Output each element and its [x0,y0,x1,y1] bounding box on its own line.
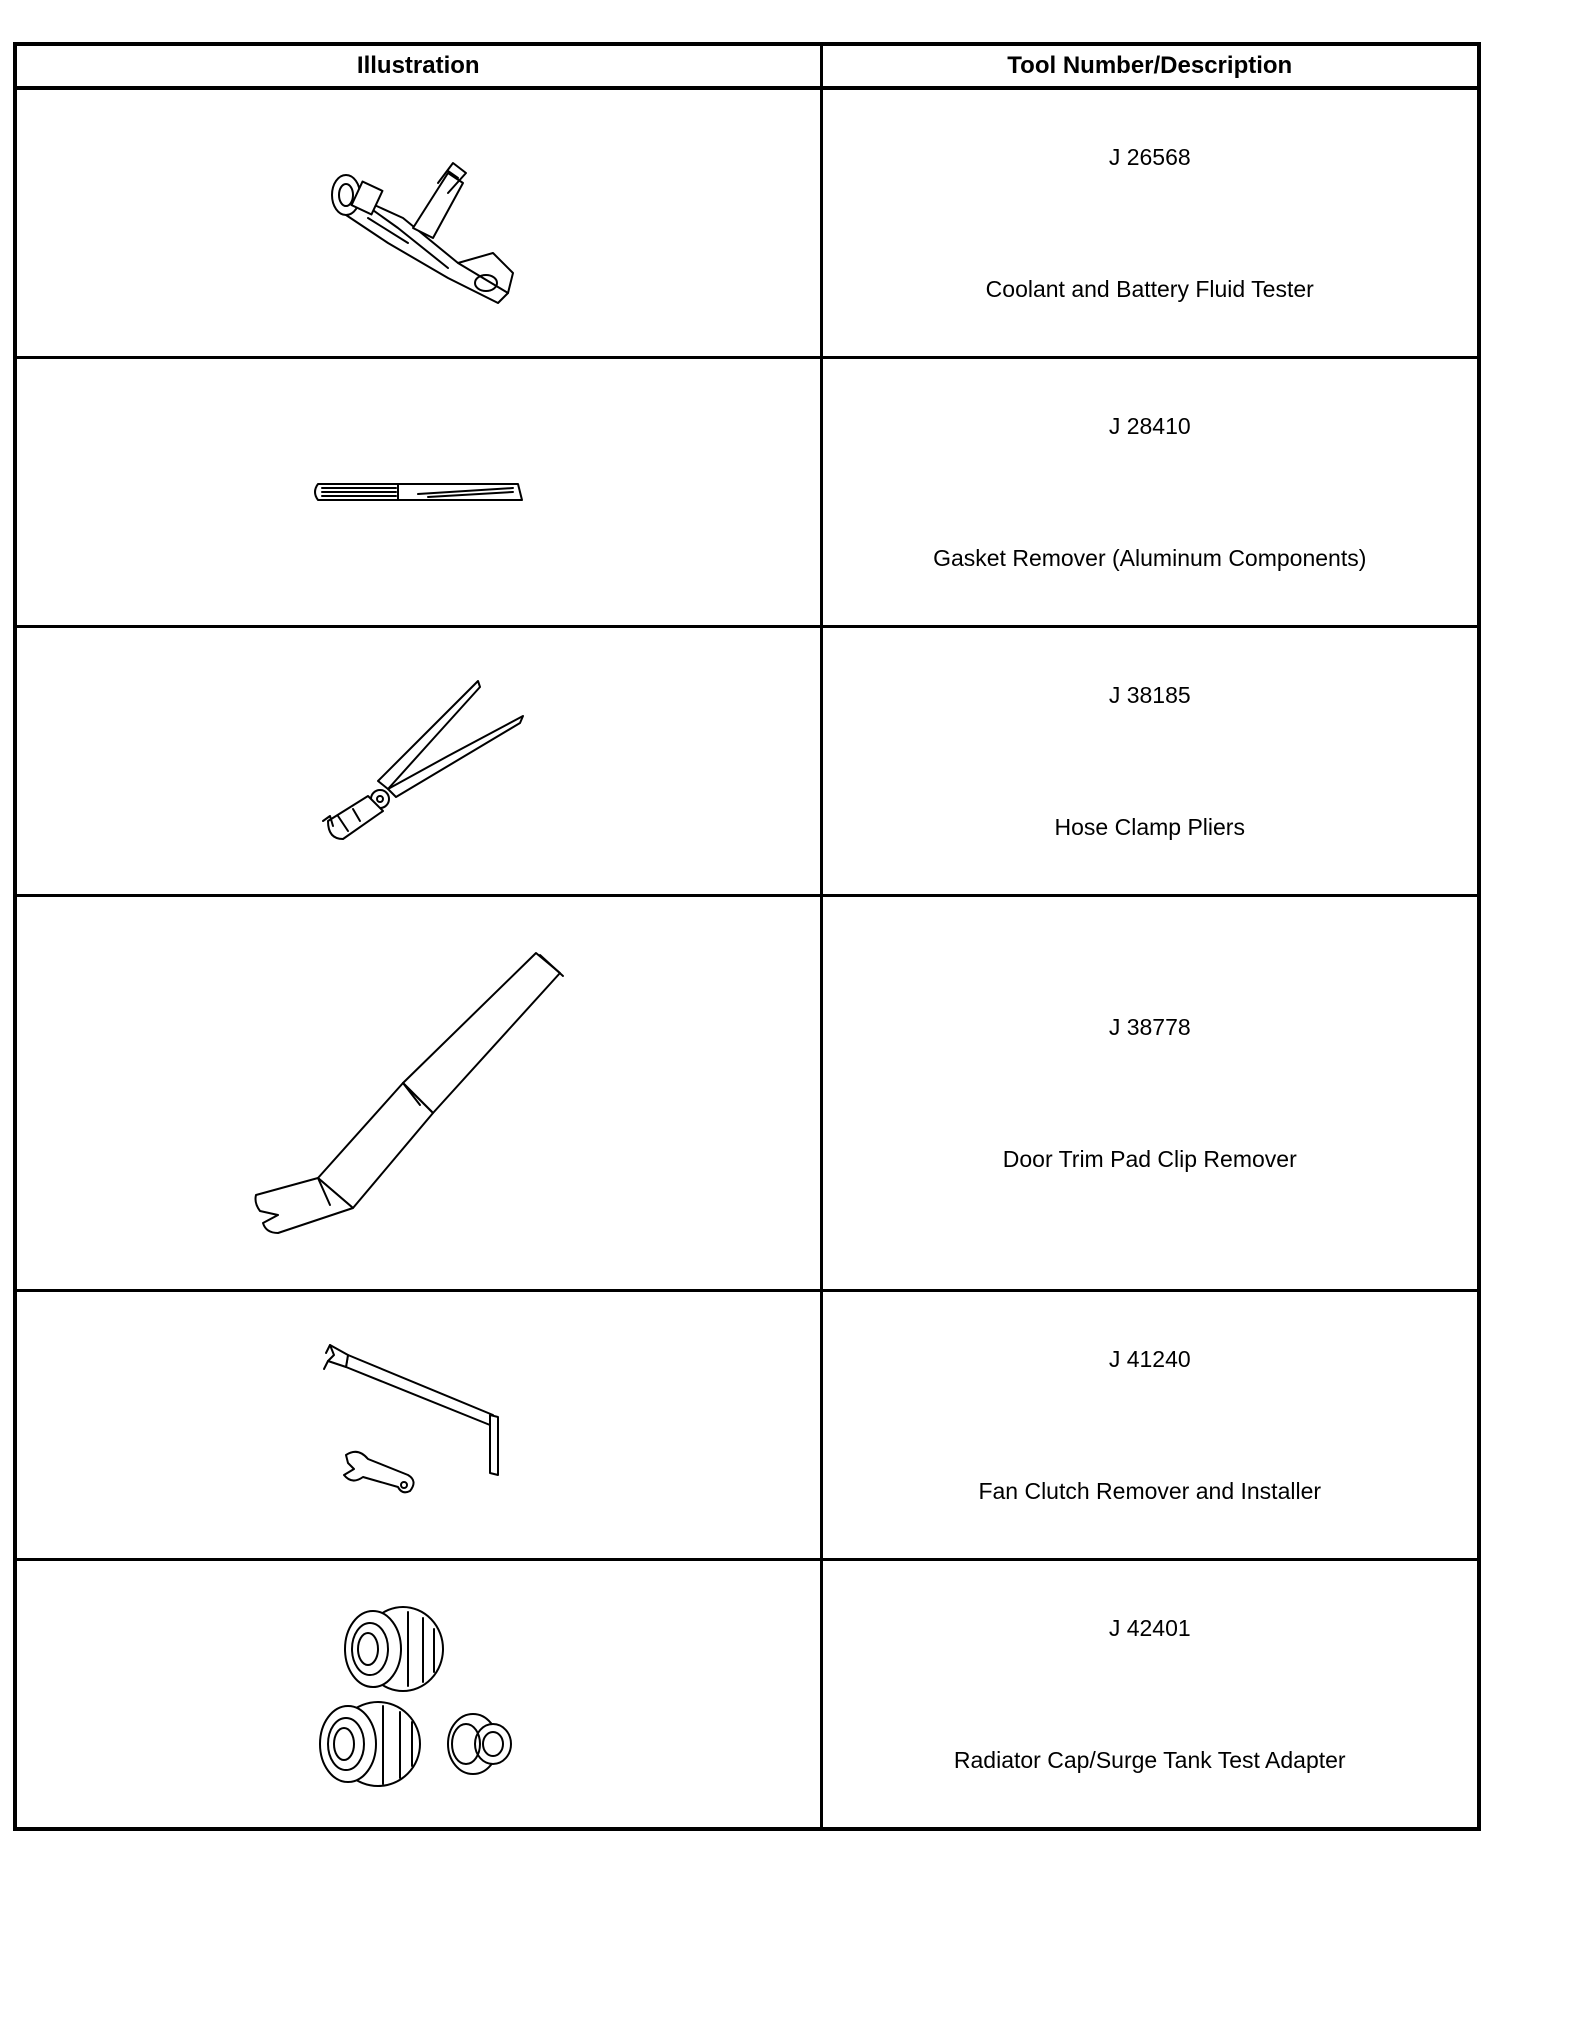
door-trim-pad-clip-remover-icon [248,943,588,1243]
tool-number: J 42401 [1108,1615,1191,1641]
table-row [15,1291,1479,1560]
tool-number: J 28410 [1108,413,1191,439]
table-row [15,88,1479,358]
table-row [15,627,1479,896]
tool-cell [821,896,1479,1291]
illustration-cell [15,1291,821,1560]
table-row [15,358,1479,627]
fan-clutch-remover-installer-icon [318,1335,518,1515]
illustration-header: Illustration [15,44,821,88]
illustration-cell [15,627,821,896]
header-row [15,44,1479,88]
illustration-cell [15,88,821,358]
tool-description: Gasket Remover (Aluminum Components) [933,545,1367,571]
illustration-cell [15,1560,821,1830]
tool-cell [821,358,1479,627]
gasket-remover-icon [308,462,528,522]
tool-number: J 41240 [1108,1346,1191,1372]
tool-description: Radiator Cap/Surge Tank Test Adapter [953,1747,1346,1773]
illustration-cell [15,896,821,1291]
illustration-cell [15,358,821,627]
tool-cell [821,88,1479,358]
table-row [15,896,1479,1291]
tool-number: J 26568 [1108,144,1191,170]
tool-number: J 38185 [1108,682,1191,708]
tool-description: Coolant and Battery Fluid Tester [985,276,1314,302]
hose-clamp-pliers-icon [308,671,528,851]
tool-description: Fan Clutch Remover and Installer [978,1478,1322,1504]
tools-table [13,42,1481,1831]
table-row [15,1560,1479,1830]
tool-cell [821,627,1479,896]
tool-cell [821,1291,1479,1560]
radiator-cap-test-adapter-icon [308,1594,528,1794]
coolant-battery-fluid-tester-icon [308,133,528,313]
tool-description: Door Trim Pad Clip Remover [1002,1146,1297,1172]
tool-cell [821,1560,1479,1830]
tool-header: Tool Number/Description [821,44,1479,88]
tool-description: Hose Clamp Pliers [1054,814,1245,840]
tool-number: J 38778 [1108,1014,1191,1040]
